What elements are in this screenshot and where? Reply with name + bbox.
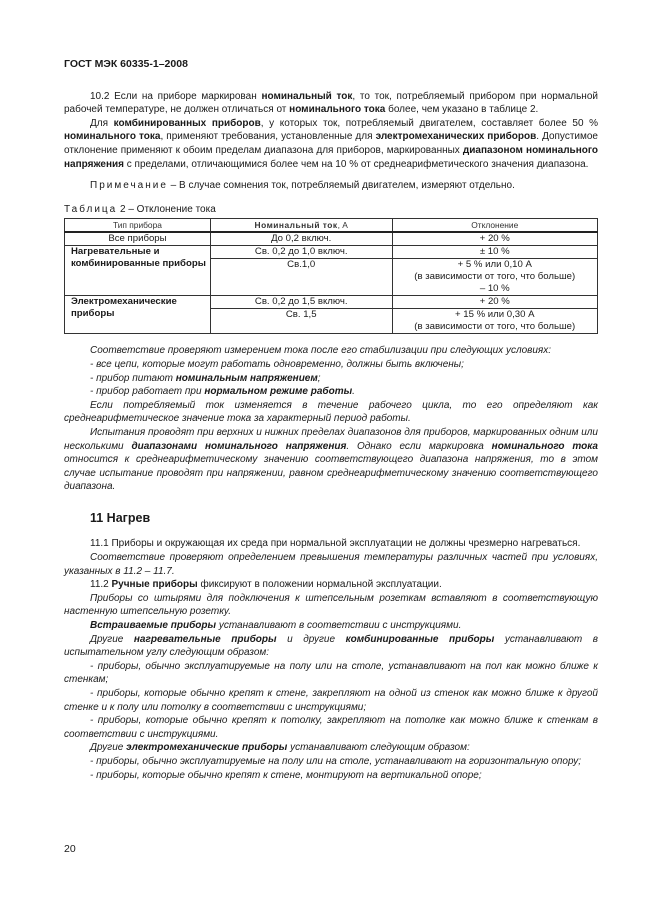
table-caption-label: Таблица [64,203,118,215]
text-run: . Однако если маркировка [346,440,492,452]
note-text: – В случае сомнения ток, потребляемый двигателем, измеряют отдельно. [167,180,515,192]
bold-term: номинального тока [491,440,598,452]
header-rated-current-label: Номинальный ток [254,220,338,231]
bold-term: нормальном режиме работы [204,386,353,398]
cell-current: Св. 0,2 до 1,0 включ. [210,246,392,259]
document-page [64,58,598,782]
text-run: - прибор питают [90,372,176,384]
section-paragraph [64,551,598,578]
text-run: с пределами, отличающимися более чем на 10 % от среднеарифметического значения диапазона. [124,158,589,170]
text-run: - все цепи, которые могут работать одновременно, должны быть включены; [90,358,464,370]
text-run: - прибор работает при [90,386,205,398]
cell-current: Св. 0,2 до 1,5 включ. [210,296,392,309]
section-paragraph [64,537,598,551]
cell-deviation: ± 10 % [392,246,598,259]
text-run: - приборы, обычно эксплуатируемые на полу или на столе, устанавливают на горизонтальную опору; [90,755,581,767]
section-title: 11 Нагрев [90,510,151,525]
text-run: устанавливают в испытательном углу следующим образом: [64,633,599,659]
bold-term: электромеханических приборов [375,131,537,143]
cell-type: Нагревательные и комбинированные приборы [65,246,211,296]
compliance-paragraph [64,426,598,494]
header-rated-current [210,219,392,233]
compliance-paragraph [64,399,598,426]
cell-current: Св. 1,5 [210,309,392,334]
table-caption-text: 2 – Отклонение тока [117,203,216,215]
text-run: Другие [90,633,134,645]
text-run: , то ток, потребляемый прибором при нормальной рабочей температуре, не должен отличаться от [64,90,598,116]
section-paragraph [64,687,598,714]
bold-term: электромеханические приборы [126,742,288,754]
section-paragraph [64,592,598,619]
bold-term: нагревательные приборы [133,633,277,645]
text-run: . [352,386,355,398]
compliance-item [64,358,598,372]
bold-term: комбинированных приборов [113,117,261,129]
text-run: устанавливают в соответствии с инструкциями. [216,620,462,632]
text-run: , применяют требования, установленные для [160,131,376,143]
text-run: - приборы, которые обычно крепят к потолку, закрепляют на потолке как можно ближе к стенкам в соответствии с инструкциями. [64,715,598,740]
section-paragraph [64,619,598,633]
bold-term: номинальный ток [261,90,353,102]
text-run: Испытания проводят при верхних и нижних пределах диапазонов для приборов, маркированных одним или несколькими [64,426,598,452]
compliance-block [64,344,598,494]
text-run: фиксируют в положении нормальной эксплуатации. [197,579,442,591]
text-run: 10.2 Если на приборе маркирован [90,90,262,102]
table-row [65,232,598,246]
bold-term: диапазонами номинального напряжения [131,440,347,452]
text-run: , у которых ток, потребляемый двигателем, составляет более 50 % [260,117,598,129]
deviation-line: + 15 % или 0,30 А [454,309,535,321]
note-paragraph [64,179,598,193]
page-number: 20 [64,843,76,855]
compliance-item [64,385,598,399]
compliance-item [64,372,598,386]
section-paragraph [64,660,598,687]
current-deviation-table [64,218,598,334]
text-run: . Допустимое отклонение применяют к обоим пределам диапазона для приборов, маркированных [64,131,598,156]
section-paragraph [64,755,598,769]
deviation-line: + 5 % или 0,10 А [457,259,532,271]
compliance-paragraph [64,344,598,358]
bold-term: Встраиваемые приборы [90,620,217,632]
text-run: - приборы, которые обычно крепят к стене, закрепляют на одной из стенок как можно ближе к другой стенке и к полу или потолку в соответствии с инструкциями; [64,688,598,713]
table-row [65,296,598,309]
text-run: 11.1 Приборы и окружающая их среда при нормальной эксплуатации не должны чрезмерно нагреваться. [90,538,581,550]
text-run: - приборы, которые обычно крепят к стене, монтируют на вертикальной опоре; [90,769,482,781]
text-run: Если потребляемый ток изменяется в течение рабочего цикла, то его определяют как среднеарифметическое значение тока за характерный период работы. [64,399,598,425]
cell-deviation [392,259,598,296]
text-run: Соответствие проверяют измерением тока после его стабилизации при следующих условиях: [90,345,552,357]
cell-type: Электромеханические приборы [65,296,211,334]
table-header-row [65,219,598,233]
note-label: Примечание [90,180,168,192]
cell-deviation [392,309,598,334]
section-paragraph [64,741,598,755]
text-run: Для [90,117,114,129]
bold-term: номинального тока [289,104,386,116]
bold-term: номинального тока [64,131,161,143]
text-run: ; [317,372,321,384]
text-run: устанавливают следующим образом: [287,742,470,754]
text-run: и другие [276,633,346,645]
cell-type: Все приборы [65,232,211,246]
deviation-line: (в зависимости от того, что больше) [414,271,576,283]
bold-term: диапазоном номинального напряжения [64,144,598,170]
section-paragraph [64,633,598,660]
deviation-line: – 10 % [479,283,510,295]
text-run: более, чем указано в таблице 2. [385,104,539,116]
cell-deviation: + 20 % [392,232,598,246]
text-run: - приборы, обычно эксплуатируемые на полу или на столе, устанавливают на пол как можно ближе к стенкам; [64,660,598,686]
bold-term: комбинированные приборы [345,633,495,645]
text-run: Приборы со штырями для подключения к штепсельным розеткам вставляют в соответствующую настенную штепсельную розетку. [64,592,598,618]
text-run: 11.2 [90,579,112,591]
text-run: Другие [90,742,127,754]
header-appliance-type: Тип прибора [65,219,211,233]
bold-term: номинальным напряжением [175,372,318,384]
section-11-body [64,537,598,782]
combined-appliances-paragraph [64,117,598,171]
section-paragraph [64,769,598,783]
header-deviation: Отклонение [392,219,598,233]
text-run: относится к среднеарифметическому значению соответствующего диапазона напряжения, то в этом случае испытание проводят при напряжении, равном среднеарифметическому значению соответствующего диапазона. [64,454,598,493]
cell-deviation: + 20 % [392,296,598,309]
cell-current: Св.1,0 [210,259,392,296]
section-paragraph [64,714,598,741]
text-run: Соответствие проверяют определением превышения температуры различных частей при условиях, указанных в 11.2 – 11.7. [64,552,598,577]
header-rated-current-unit: , А [337,220,348,231]
section-paragraph [64,578,598,592]
deviation-line: (в зависимости от того, что больше) [414,321,576,333]
table-row [65,246,598,259]
table-caption [64,203,598,217]
clause-10-2-paragraph [64,90,598,117]
document-header: ГОСТ МЭК 60335-1–2008 [64,58,188,70]
cell-current: До 0,2 включ. [210,232,392,246]
bold-term: Ручные приборы [111,579,198,591]
